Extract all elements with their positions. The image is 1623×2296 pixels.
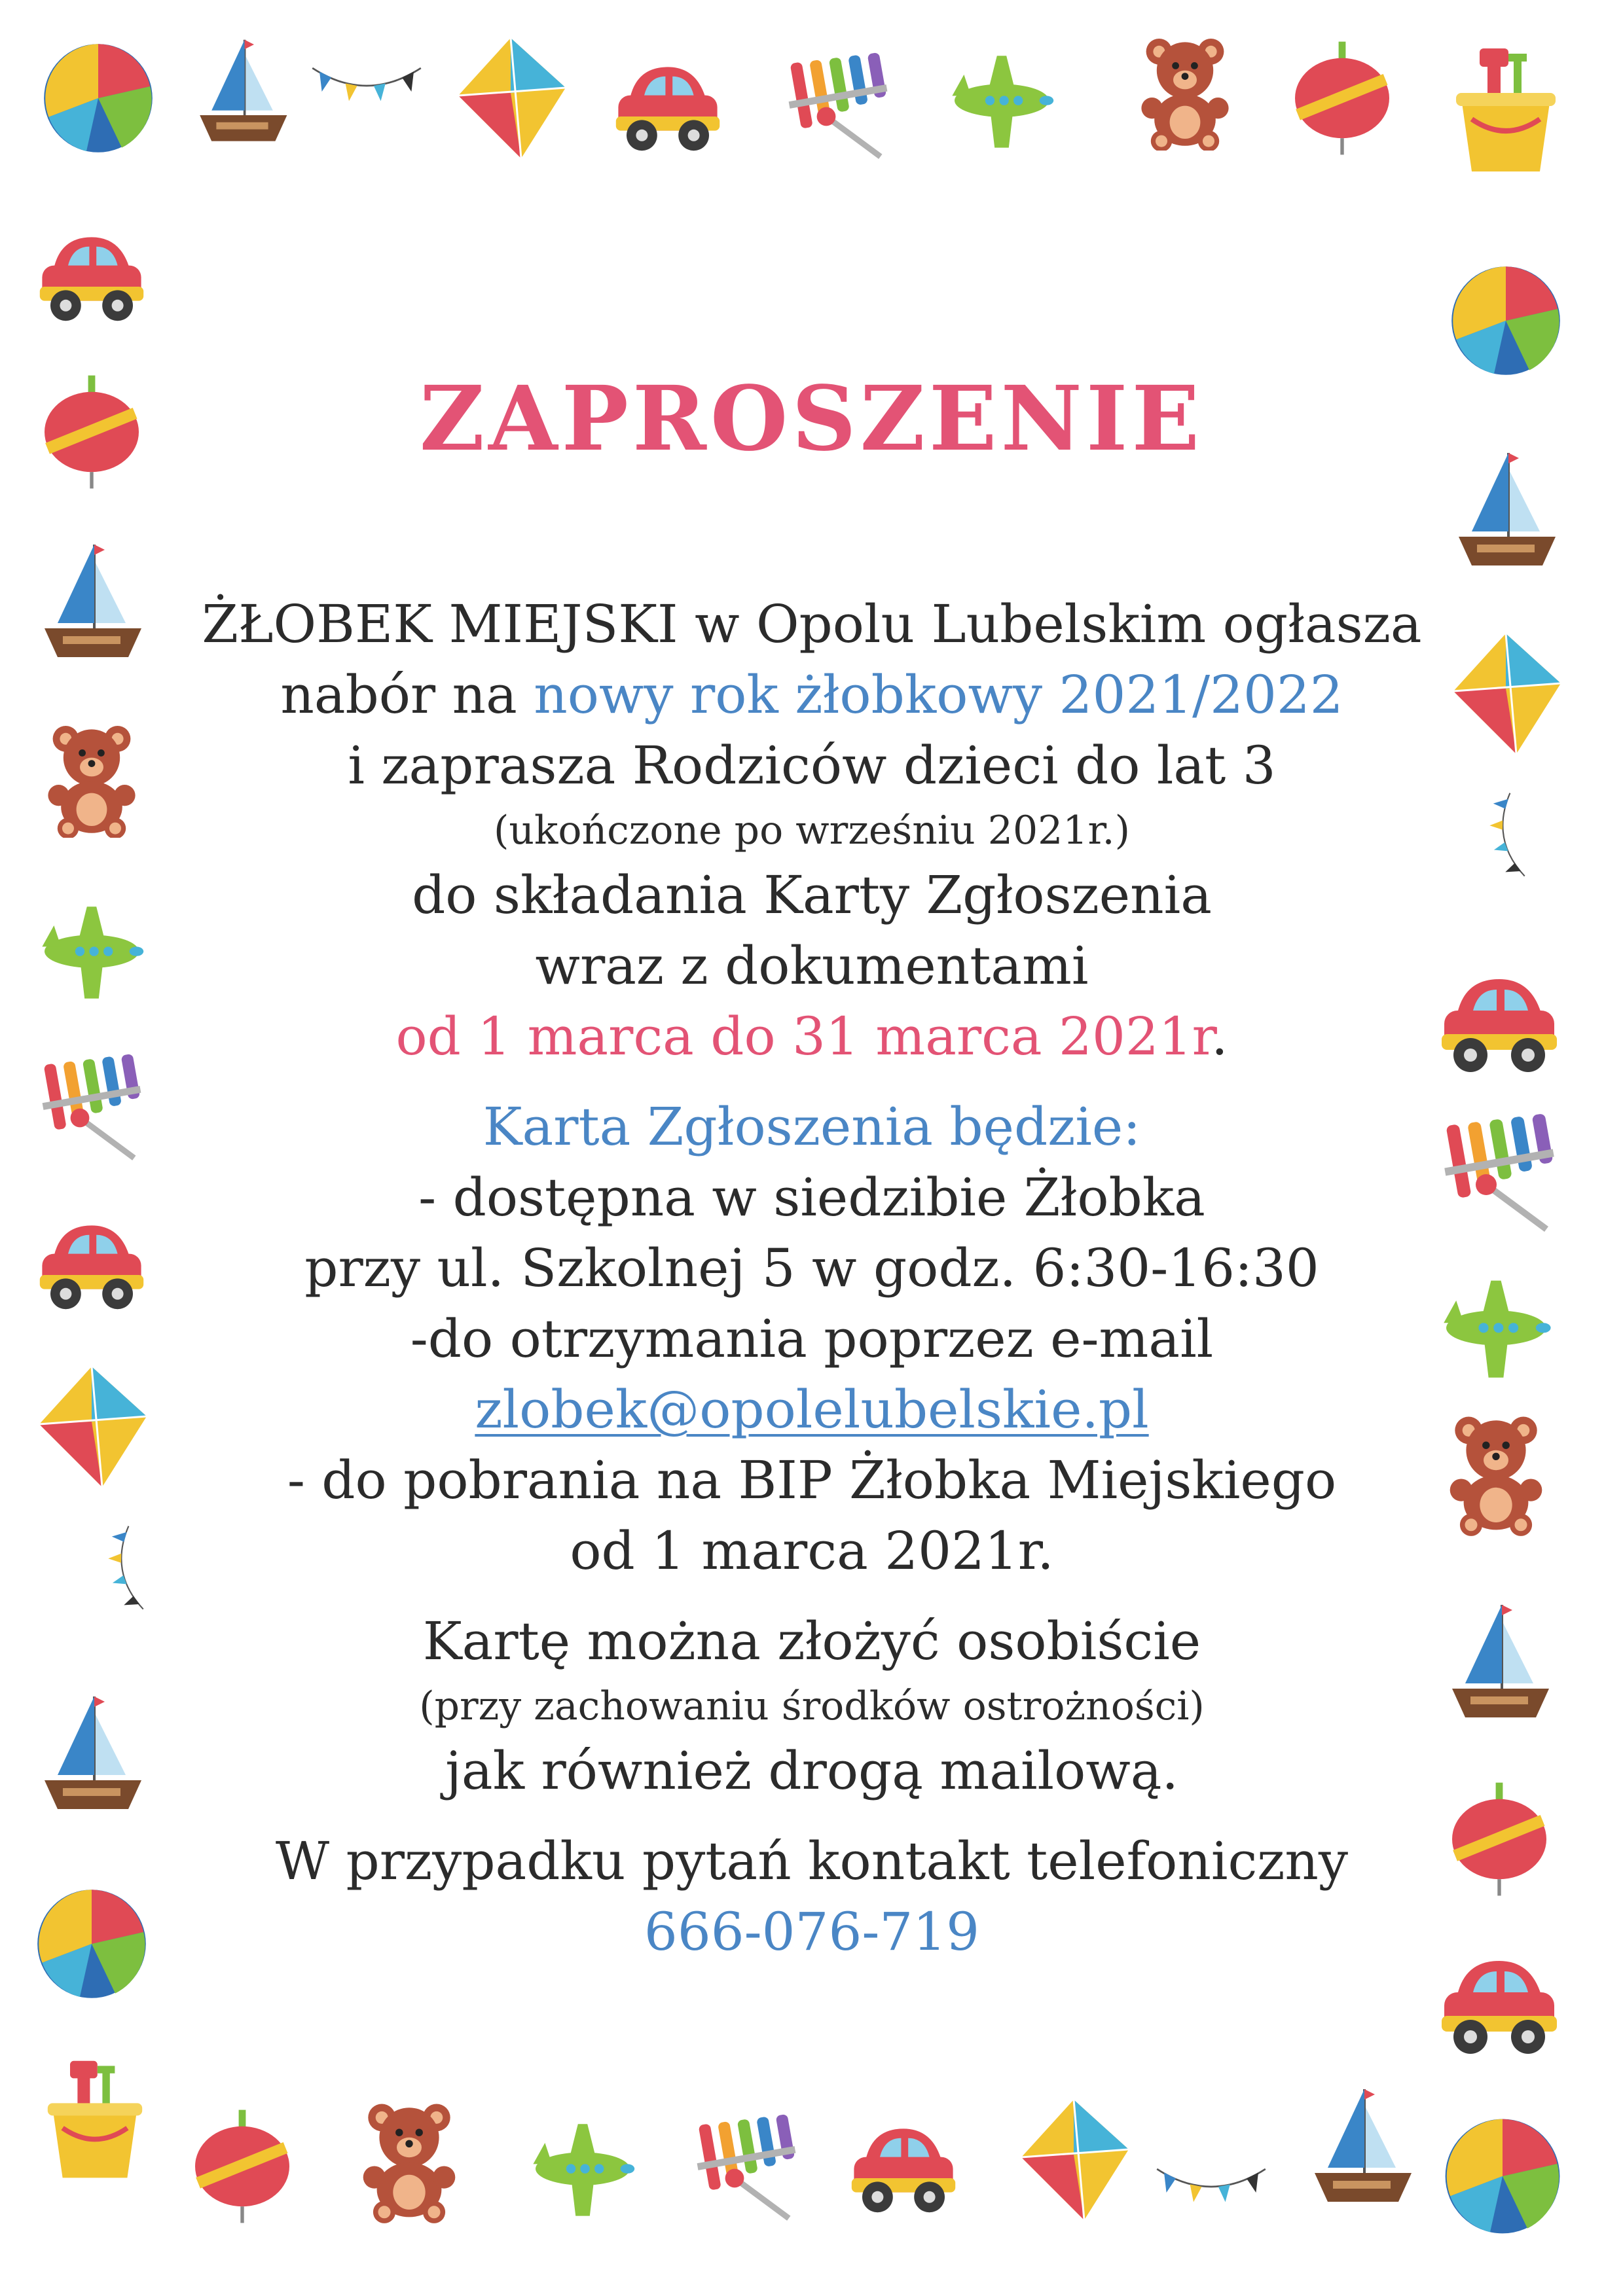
intro-line-6: wraz z dokumentami	[535, 935, 1089, 996]
spinning-top-icon	[183, 2108, 301, 2225]
contact-line: W przypadku pytań kontakt telefoniczny	[275, 1831, 1349, 1892]
toy-car-icon	[33, 216, 151, 334]
airplane-icon	[943, 39, 1061, 157]
school-year-highlight: nowy rok żłobkowy 2021/2022	[534, 664, 1343, 725]
sailboat-icon	[26, 524, 157, 681]
age-note: (ukończone po wrześniu 2021r.)	[493, 808, 1131, 853]
intro-line-5: do składania Karty Zgłoszenia	[412, 865, 1212, 925]
sailboat-icon	[26, 1676, 157, 1833]
email-line	[170, 1374, 1453, 1445]
intro-line-2-prefix: nabór na	[280, 664, 534, 725]
kite-icon	[26, 1361, 157, 1492]
sailboat-icon	[1434, 1584, 1565, 1741]
ball-icon	[1447, 262, 1565, 380]
kite-icon	[445, 33, 576, 164]
page-title: ZAPROSZENIE	[419, 367, 1204, 471]
xylophone-icon	[1434, 1106, 1565, 1237]
card-info-item-3-detail: od 1 marca 2021r.	[570, 1520, 1054, 1581]
intro-line-1: ŻŁOBEK MIEJSKI w Opolu Lubelskim ogłasza	[202, 594, 1422, 655]
email-link[interactable]: zlobek@opolelubelskie.pl	[475, 1379, 1149, 1440]
intro-line-3: i zaprasza Rodziców dzieci do lat 3	[348, 735, 1276, 796]
sailboat-icon	[183, 33, 301, 151]
airplane-icon	[524, 2108, 642, 2225]
sand-bucket-icon	[1440, 39, 1571, 183]
xylophone-icon	[779, 46, 897, 164]
ball-icon	[1440, 2114, 1565, 2238]
ball-icon	[39, 39, 157, 157]
airplane-icon	[33, 890, 151, 1008]
bunting-icon	[308, 33, 426, 151]
card-info-item-2: -do otrzymania poprzez e-mail	[410, 1308, 1214, 1369]
spinning-top-icon	[1440, 1780, 1558, 1898]
teddy-bear-icon	[33, 720, 151, 838]
card-info-item-3: - do pobrania na BIP Żłobka Miejskiego	[287, 1450, 1337, 1511]
phone-number[interactable]: 666-076-719	[644, 1901, 980, 1962]
teddy-bear-icon	[1126, 33, 1244, 151]
submission-line-1: Kartę można złożyć osobiście	[422, 1611, 1201, 1672]
date-range: od 1 marca do 31 marca 2021r	[395, 1006, 1212, 1067]
teddy-bear-icon	[347, 2094, 471, 2225]
submission-line-3: jak również drogą mailową.	[445, 1740, 1178, 1801]
spinning-top-icon	[1283, 39, 1401, 157]
sand-bucket-icon	[33, 2049, 157, 2193]
application-dates	[170, 1001, 1453, 1072]
kite-icon	[1440, 628, 1571, 759]
sailboat-icon	[1296, 2068, 1427, 2225]
ball-icon	[33, 1885, 151, 2003]
intro-line-2	[170, 660, 1453, 730]
xylophone-icon	[33, 1047, 151, 1165]
xylophone-icon	[687, 2108, 805, 2225]
card-info-item-1: - dostępna w siedzibie Żłobka	[418, 1167, 1205, 1228]
card-info-item-1-detail: przy ul. Szkolnej 5 w godz. 6:30-16:30	[304, 1238, 1319, 1299]
toy-car-icon	[1434, 1937, 1565, 2068]
toy-car-icon	[33, 1204, 151, 1322]
date-range-period: .	[1211, 1006, 1228, 1067]
bunting-icon	[45, 1515, 190, 1628]
invitation-body	[170, 589, 1453, 1967]
card-info-heading: Karta Zgłoszenia będzie:	[483, 1096, 1141, 1157]
kite-icon	[1008, 2094, 1139, 2225]
toy-car-icon	[609, 46, 727, 164]
submission-note: (przy zachowaniu środków ostrożności)	[419, 1683, 1205, 1729]
toy-car-icon	[845, 2108, 962, 2225]
bunting-icon	[1152, 2134, 1270, 2251]
toy-car-icon	[1434, 956, 1565, 1086]
